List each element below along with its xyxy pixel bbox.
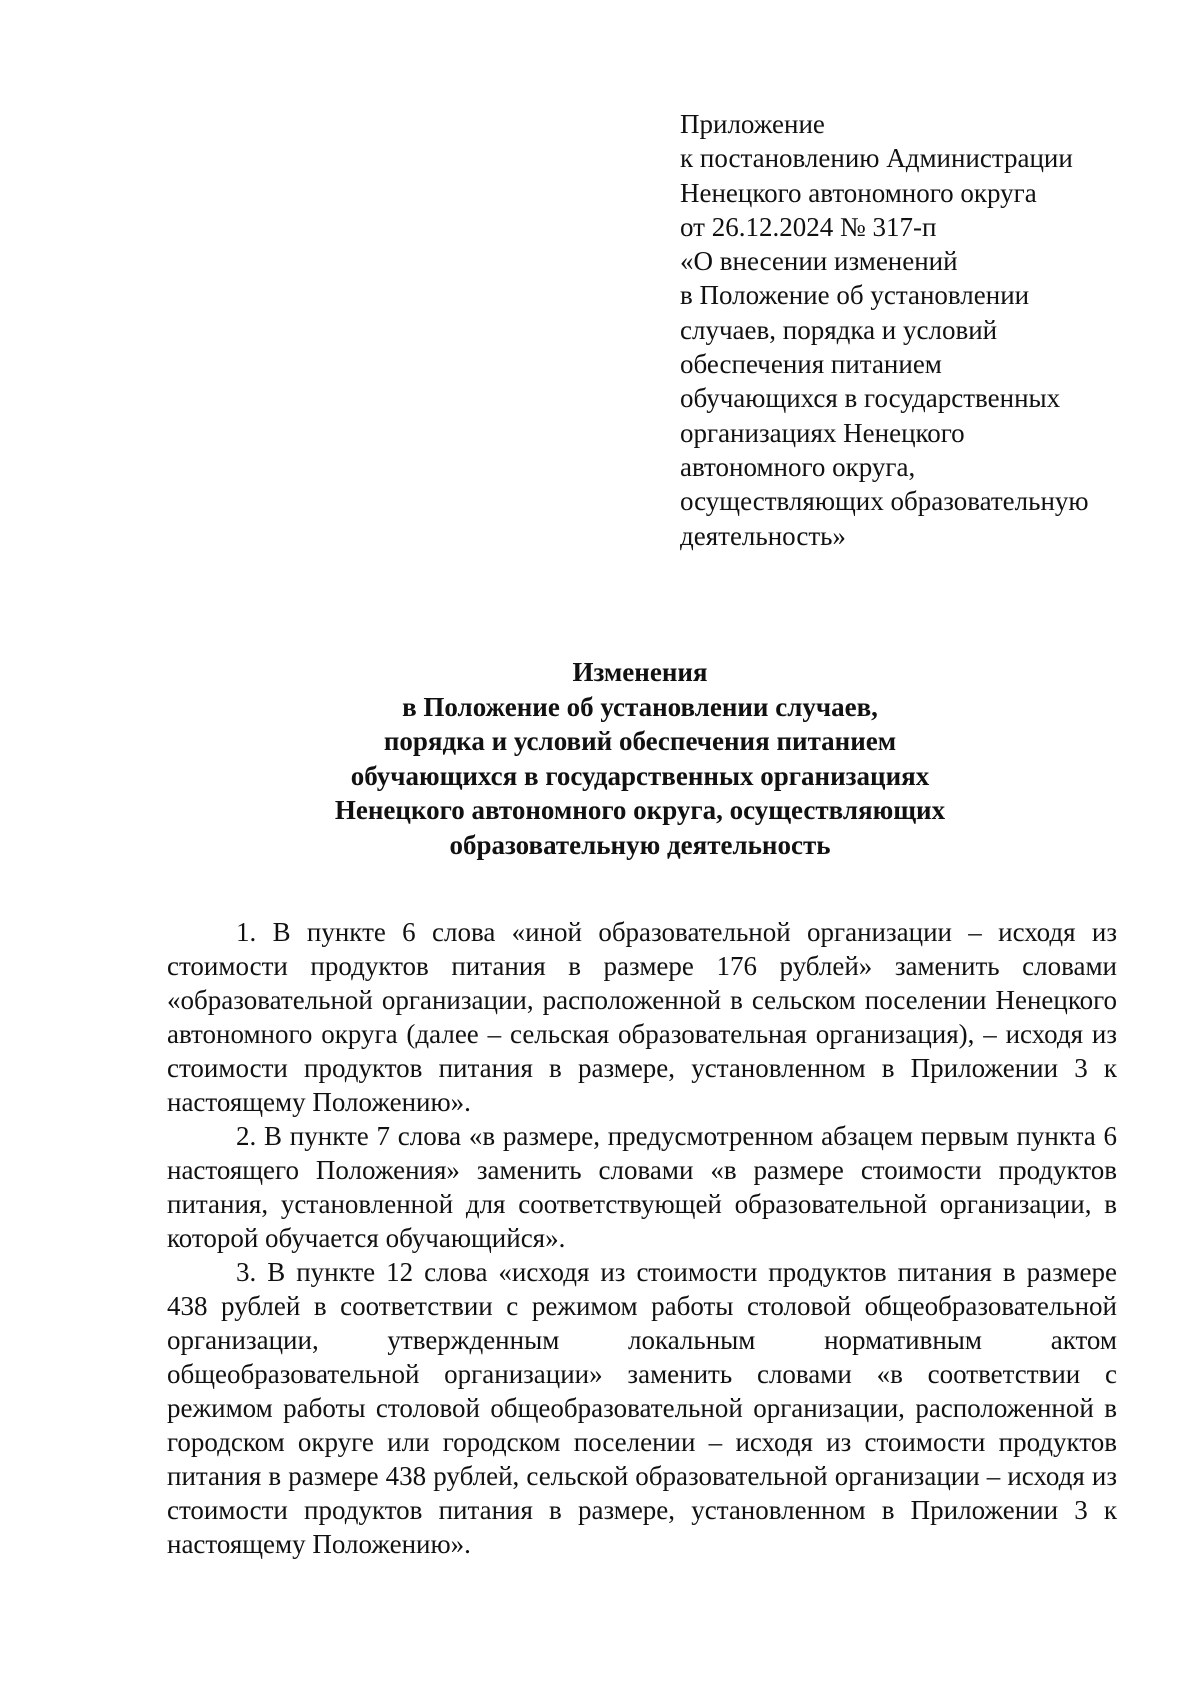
- appendix-line: к постановлению Администрации: [680, 143, 1073, 174]
- amendment-paragraph-2: 2. В пункте 7 слова «в размере, предусмотренном абзацем первым пункта 6 настоящего Положения» заменить словами «в размере стоимости продуктов питания, установленной для соответствующей образовательной организации, в которой обучается обучающийся».: [167, 1121, 1117, 1253]
- appendix-line: осуществляющих образовательную: [680, 486, 1089, 517]
- appendix-block: [680, 107, 1150, 553]
- document-body: [167, 915, 1117, 1561]
- title-line: порядка и условий обеспечения питанием: [383, 726, 897, 756]
- appendix-line: автономного округа,: [680, 451, 916, 482]
- title-line: образовательную деятельность: [449, 829, 831, 860]
- appendix-line: обучающихся в государственных: [680, 383, 1061, 414]
- appendix-line: Приложение: [680, 109, 825, 139]
- appendix-line: от 26.12.2024 № 317-п: [680, 211, 937, 242]
- appendix-line: Ненецкого автономного округа: [680, 177, 1037, 208]
- amendment-paragraph-1: 1. В пункте 6 слова «иной образовательной организации – исходя из стоимости продуктов питания в размере 176 рублей» заменить словами «образовательной организации, расположенной в сельском поселении Ненецкого автономного округа (далее – сельская образовательная организация), – исходя из стоимости продуктов питания в размере, установленном в Приложении 3 к настоящему Положению».: [167, 917, 1117, 1117]
- appendix-line: деятельность»: [680, 520, 846, 551]
- title-line: Ненецкого автономного округа, осуществляющих: [334, 795, 946, 825]
- appendix-line: «О внесении изменений: [680, 246, 958, 277]
- appendix-line: в Положение об установлении: [680, 280, 1030, 311]
- amendment-paragraph-3: 3. В пункте 12 слова «исходя из стоимости продуктов питания в размере 438 рублей в соответствии с режимом работы столовой общеобразовательной организации, утвержденным локальным нормативным актом общеобразовательной организации» заменить словами «в соответствии с режимом работы столовой общеобразовательной организации, расположенной в городском округе или городском поселении – исходя из стоимости продуктов питания в размере 438 рублей, сельской образовательной организации – исходя из стоимости продуктов питания в размере, установленном в Приложении 3 к настоящему Положению».: [167, 1257, 1117, 1559]
- document-title: [160, 655, 1120, 862]
- appendix-line: организациях Ненецкого: [680, 417, 965, 448]
- title-line: Изменения: [572, 657, 708, 687]
- title-line: обучающихся в государственных организациях: [350, 760, 930, 791]
- title-line: в Положение об установлении случаев,: [402, 691, 878, 722]
- appendix-line: обеспечения питанием: [680, 349, 942, 380]
- appendix-line: случаев, порядка и условий: [680, 314, 998, 345]
